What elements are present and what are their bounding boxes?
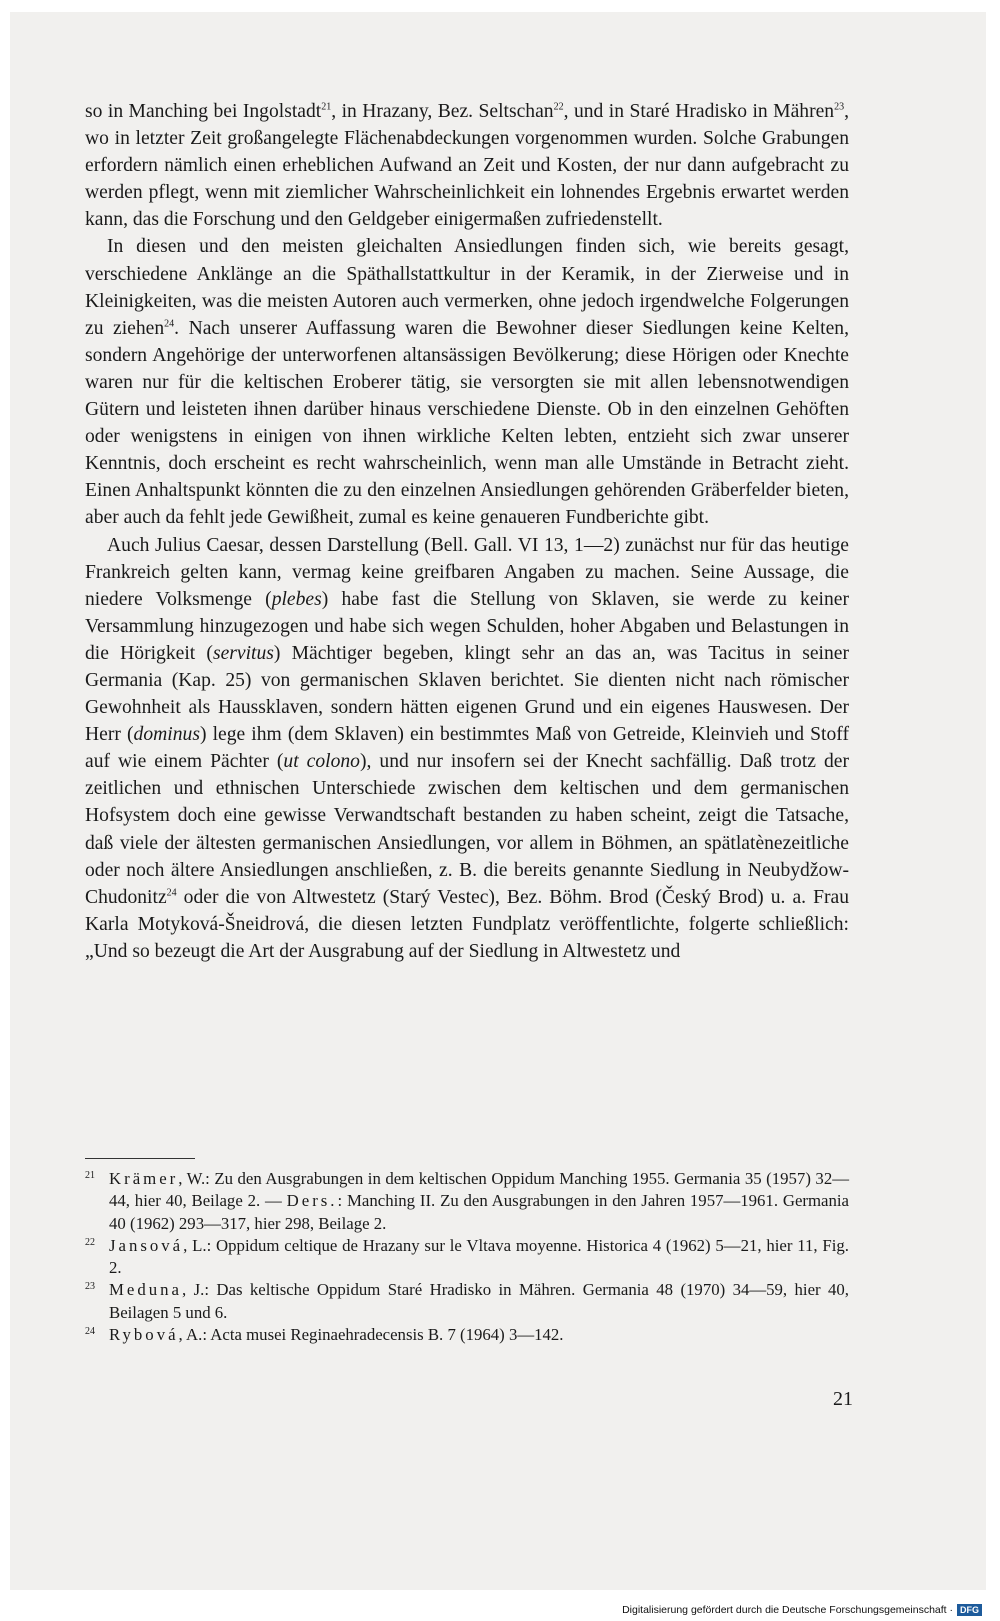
footnote-ref: 24	[164, 318, 175, 330]
text-run: In diesen und den meisten gleichalten Ansiedlungen finden sich, wie bereits gesagt, verschiedene Anklänge an die Späthallstattkultur in der Keramik, in der Zierweise und in Kleinigkeiten, was die meisten Autoren auch vermerken, ohne jedoch irgendwelche Folgerungen zu ziehen	[85, 236, 849, 339]
text-run: oder die von Altwestetz (Starý Vestec), Bez. Böhm. Brod (Český Brod) u. a. Frau Karla Motyková-Šneidrová, die diesen letzten Fundplatz veröffentlichte, folgerte schließlich: „Und so bezeugt die Art der Ausgrabung auf der Siedlung in Altwestetz und	[85, 886, 849, 962]
text-run: Auch Julius Caesar, dessen Darstellung (Bell. Gall. VI 13, 1—2) zunächst nur für das heutige Frankreich gelten kann, vermag keine greifbaren Angaben zu machen. Seine Aussage, die niedere Volksmenge (	[85, 534, 849, 610]
footnote-text	[109, 1235, 849, 1280]
credit-text: Digitalisierung gefördert durch die Deutsche Forschungsgemeinschaft ·	[622, 1604, 953, 1616]
footnote-22	[85, 1235, 849, 1280]
paragraph-1	[85, 98, 849, 233]
footnote-divider	[85, 1158, 195, 1159]
footnote-ref: 23	[834, 101, 845, 113]
italic-term: dominus	[133, 724, 200, 746]
main-text	[85, 98, 849, 965]
footnote-23	[85, 1279, 849, 1324]
footnote-body: , W.: Zu den Ausgrabungen in dem keltischen Oppidum Manching 1955. Germania 35 (1957) 32—44, hier 40, Beilage 2. —	[109, 1169, 849, 1211]
dfg-logo: DFG	[957, 1604, 982, 1616]
italic-term: servitus	[212, 642, 274, 664]
page-number: 21	[833, 1388, 853, 1410]
footnote-body: , L.: Oppidum celtique de Hrazany sur le Vltava moyenne. Historica 4 (1962) 5—21, hier 11, Fig. 2.	[109, 1235, 849, 1278]
footnote-author: Krämer	[109, 1169, 179, 1188]
text-run: , wo in letzter Zeit großangelegte Flächenabdeckungen vorgenommen wurden. Solche Grabungen erfordern nämlich einen erheblichen Aufwand an Zeit und Kosten, der nur dann aufgebracht zu werden pflegt, wenn mit ziemlicher Wahrscheinlichkeit ein lohnendes Ergebnis erwartet werden kann, das die Forschung und den Geldgeber einigermaßen zufriedenstellt.	[85, 101, 850, 231]
text-run: , in Hrazany, Bez. Seltschan	[331, 101, 554, 122]
text-run: . Nach unserer Auffassung waren die Bewohner dieser Siedlungen keine Kelten, sondern Angehörige der unterworfenen altansässigen Bevölkerung; diese Hörigen oder Knechte waren nur für die keltischen Eroberer tätig, sie versorgten sie mit allen lebensnotwendigen Gütern und leisteten ihnen darüber hinaus verschiedene Dienste. Ob in den einzelnen Gehöften oder wenigstens in einigen von ihnen wirkliche Kelten lebten, entzieht sich zwar unserer Kenntnis, doch erscheint es recht wahrscheinlich, wenn man alle Umstände in Betracht zieht. Einen Anhaltspunkt könnten die zu den einzelnen Ansiedlungen gehörenden Gräberfelder bieten, aber auch da fehlt jede Gewißheit, zumal es keine genaueren Fundberichte gibt.	[85, 317, 849, 529]
footnote-body: , A.: Acta musei Reginaehradecensis B. 7 (1964) 3—142.	[178, 1325, 564, 1345]
footnote-author: Jansová	[109, 1235, 184, 1255]
footnote-body: , J.: Das keltische Oppidum Staré Hradisko in Mähren. Germania 48 (1970) 34—59, hier 40, Beilagen 5 und 6.	[109, 1280, 849, 1322]
footnote-ref: 24	[166, 887, 177, 899]
footnote-text	[109, 1168, 849, 1235]
text-run: so in Manching bei Ingolstadt	[85, 101, 322, 122]
text-run: ), und nur insofern sei der Knecht sachfällig. Daß trotz der zeitlichen und ethnischen Unterschiede zwischen dem keltischen und dem germanischen Hofsystem doch eine gewisse Verwandtschaft bestanden zu haben scheint, zeigt die Tatsache, daß viele der ältesten germanischen Ansiedlungen, vor allem in Böhmen, an spätlatènezeitliche oder noch ältere Ansiedlungen anschließen, z. B. die bereits genannte Siedlung in Neubydžow-Chudonitz	[85, 751, 849, 908]
footnote-ref: 21	[321, 101, 332, 113]
footnote-24	[85, 1324, 849, 1346]
footnote-author: Rybová	[109, 1325, 179, 1345]
footnote-ref: 22	[553, 101, 564, 113]
footnote-author: Ders.	[286, 1191, 338, 1211]
paragraph-2	[85, 233, 849, 531]
paragraph-3	[85, 532, 849, 966]
text-run: ) Mächtiger begeben, klingt sehr an das an, was Tacitus in seiner Germania (Kap. 25) von germanischen Sklaven berichtet. Sie dienten nicht nach römischer Gewohnheit als Haussklaven, sondern hätten eigenen Grund und ein eigenes Hauswesen. Der Herr (	[85, 642, 849, 746]
text-run: ) habe fast die Stellung von Sklaven, sie werde zu keiner Versammlung hinzugezogen und habe sich wegen Schulden, hoher Abgaben und Belastungen in die Hörigkeit (	[85, 588, 849, 664]
footnote-number: 23	[85, 1281, 95, 1293]
italic-term: ut colono	[283, 751, 360, 773]
footnote-number: 24	[85, 1326, 95, 1338]
footnotes	[85, 1168, 849, 1346]
footnote-21	[85, 1168, 849, 1235]
italic-term: plebes	[271, 588, 322, 610]
footnote-text	[109, 1279, 849, 1324]
text-run: , und in Staré Hradisko in Mähren	[563, 101, 835, 122]
footnote-author: Meduna	[109, 1280, 182, 1300]
footnote-number: 22	[85, 1236, 95, 1248]
footnote-number: 21	[85, 1170, 95, 1181]
footnote-body: : Manching II. Zu den Ausgrabungen in den Jahren 1957—1961. Germania 40 (1962) 293—317, hier 298, Beilage 2.	[109, 1191, 849, 1233]
digitization-credit	[622, 1604, 982, 1616]
text-run: ) lege ihm (dem Sklaven) ein bestimmtes Maß von Getreide, Kleinvieh und Stoff auf wie einem Pächter (	[85, 724, 849, 773]
footnote-text	[109, 1324, 849, 1346]
